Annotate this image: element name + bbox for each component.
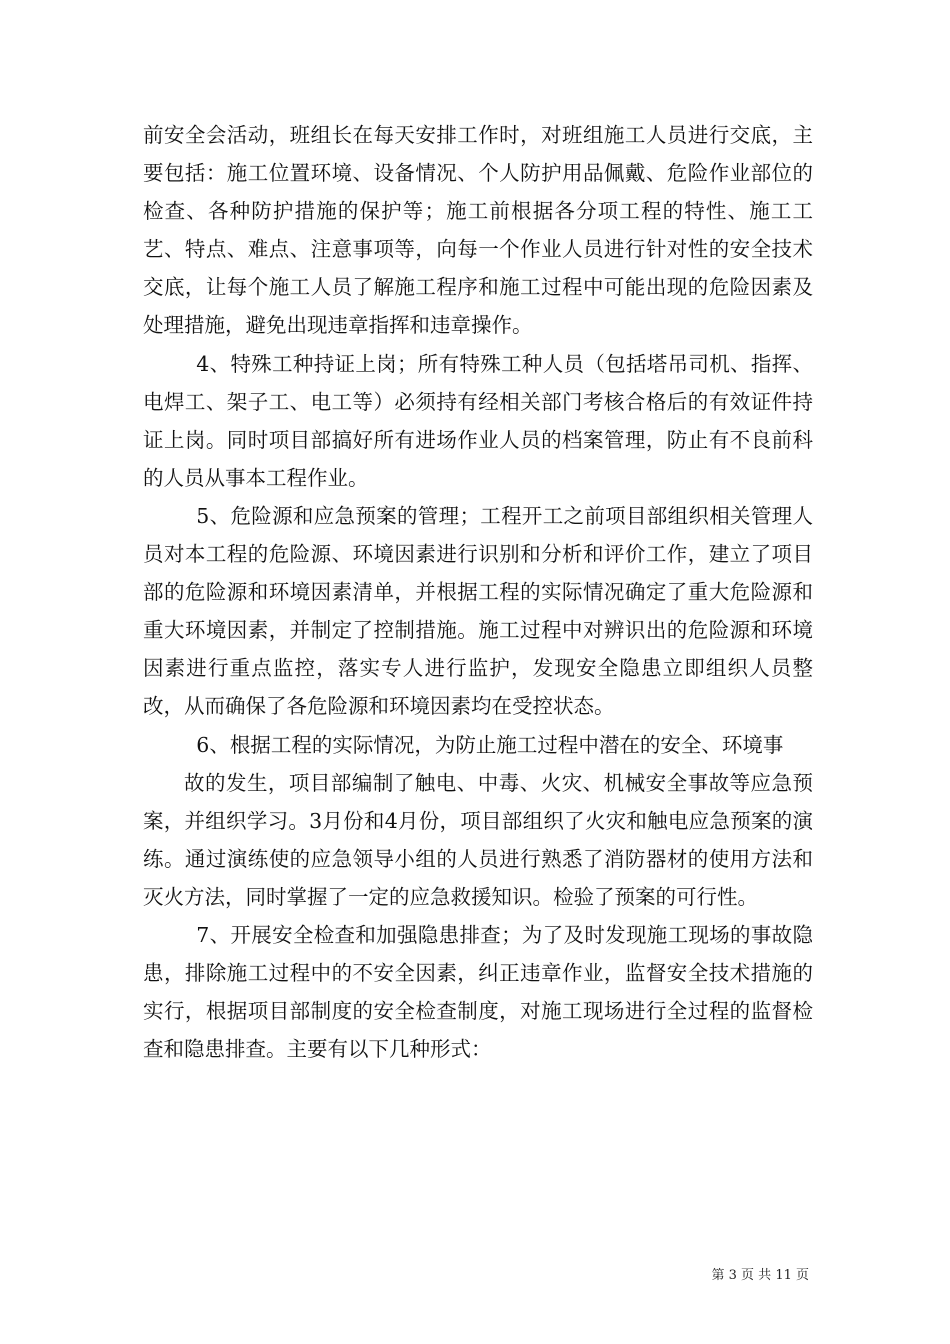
paragraph-item-5: 5、危险源和应急预案的管理；工程开工之前项目部组织相关管理人员对本工程的危险源、环境因素进行识别和分析和评价工作，建立了项目部的危险源和环境因素清单，并根据工程的实际情况确定了重大危险源和重大环境因素，并制定了控制措施。施工过程中对辨识出的危险源和环境因素进行重点监控，落实专人进行监护，发现安全隐患立即组织人员整改，从而确保了各危险源和环境因素均在受控状态。: [143, 503, 813, 719]
paragraph-item-7: 7、开展安全检查和加强隐患排查；为了及时发现施工现场的事故隐患，排除施工过程中的不安全因素，纠正违章作业，监督安全技术措施的实行，根据项目部制度的安全检查制度，对施工现场进行全过程的监督检查和隐患排查。主要有以下几种形式：: [143, 922, 813, 1062]
page-number-footer: 第 3 页 共 11 页: [711, 1268, 809, 1283]
paragraph-continuation: 前安全会活动，班组长在每天安排工作时，对班组施工人员进行交底，主要包括：施工位置环境、设备情况、个人防护用品佩戴、危险作业部位的检查、各种防护措施的保护等；施工前根据各分项工程的特性、施工工艺、特点、难点、注意事项等，向每一个作业人员进行针对性的安全技术交底，让每个施工人员了解施工程序和施工过程中可能出现的危险因素及处理措施，避免出现违章指挥和违章操作。: [143, 123, 813, 338]
paragraph-item-4: 4、特殊工种持证上岗；所有特殊工种人员（包括塔吊司机、指挥、电焊工、架子工、电工等）必须持有经相关部门考核合格后的有效证件持证上岗。同时项目部搞好所有进场作业人员的档案管理，防止有不良前科的人员从事本工程作业。: [143, 351, 813, 490]
paragraph-item-6-continued: 故的发生，项目部编制了触电、中毒、火灾、机械安全事故等应急预案，并组织学习。3月份和4月份，项目部组织了火灾和触电应急预案的演练。通过演练使的应急领导小组的人员进行熟悉了消防器材的使用方法和灭火方法，同时掌握了一定的应急救援知识。检验了预案的可行性。: [143, 770, 813, 909]
document-body: [143, 116, 813, 1068]
paragraph-item-6: 6、根据工程的实际情况，为防止施工过程中潜在的安全、环境事: [196, 732, 784, 757]
